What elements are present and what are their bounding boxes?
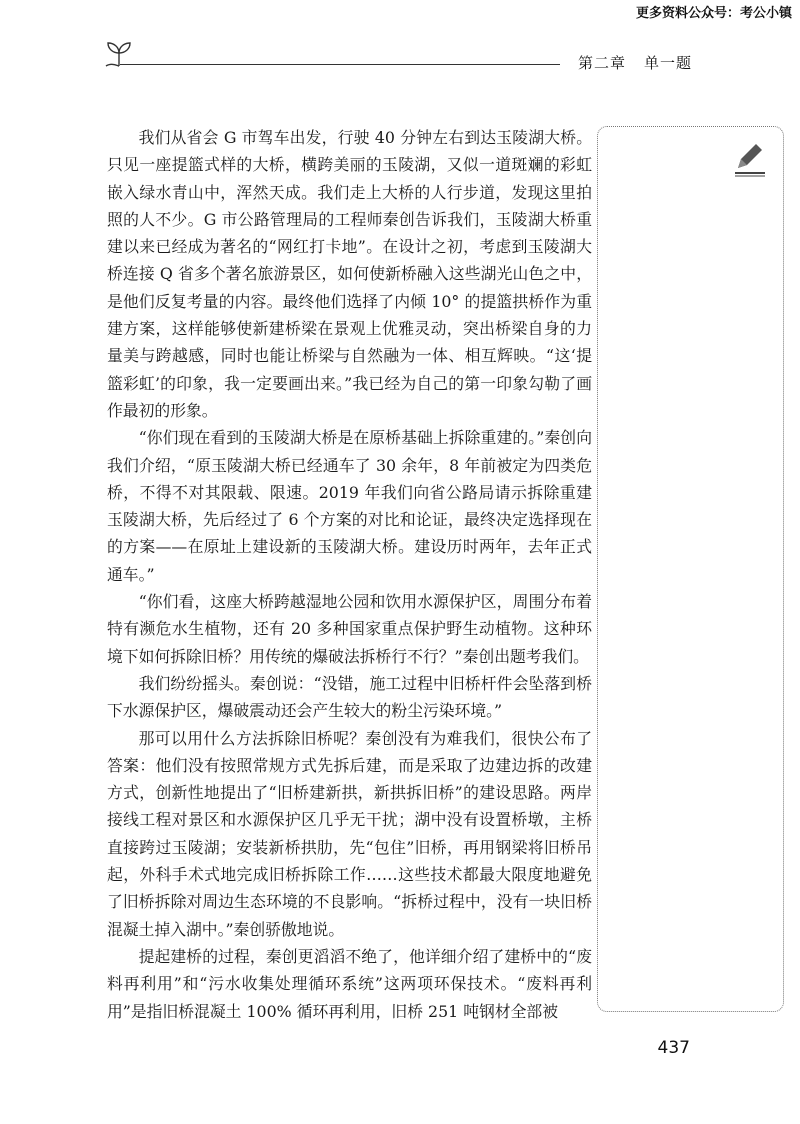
paragraph: “你们现在看到的玉陵湖大桥是在原桥基础上拆除重建的。”秦创向我们介绍，“原玉陵湖大桥已经通车了 30 余年，8 年前被定为四类危桥，不得不对其限载、限速。2019 年我们向省公路局请示拆除重建玉陵湖大桥，先后经过了 6 个方案的对比和论证，最终决定选择现在的方案——在原址上建设新的玉陵湖大桥。建设历时两年，去年正式通车。” <box>107 428 592 584</box>
page-number: 437 <box>657 1038 690 1058</box>
paragraph: 我们纷纷摇头。秦创说：“没错，施工过程中旧桥杆件会坠落到桥下水源保护区，爆破震动还会产生较大的粉尘污染环境。” <box>107 673 592 721</box>
paragraph: 我们从省会 G 市驾车出发，行驶 40 分钟左右到达玉陵湖大桥。只见一座提篮式样的大桥，横跨美丽的玉陵湖，又似一道斑斓的彩虹嵌入绿水青山中，浑然天成。我们走上大桥的人行步道，发现这里拍照的人不少。G 市公路管理局的工程师秦创告诉我们，玉陵湖大桥重建以来已经成为著名的“网红打卡地”。在设计之初，考虑到玉陵湖大桥连接 Q 省多个著名旅游景区，如何使新桥融入这些湖光山色之中，是他们反复考量的内容。最终他们选择了内倾 10° 的提篮拱桥作为重建方案，这样能够使新建桥梁在景观上优雅灵动，突出桥梁自身的力量美与跨越感，同时也能让桥梁与自然融为一体、相互辉映。“这‘提篮彩虹’的印象，我一定要画出来。”我已经为自己的第一印象勾勒了画作最初的形象。 <box>107 128 592 420</box>
pencil-icon <box>729 139 769 179</box>
article-body <box>107 124 592 1025</box>
running-header <box>578 52 692 73</box>
notes-margin-box <box>597 126 784 1012</box>
chapter-label: 第二章 <box>578 54 627 72</box>
watermark: 更多资料公众号：考公小镇 <box>635 6 792 21</box>
paragraph: 提起建桥的过程，秦创更滔滔不绝了，他详细介绍了建桥中的“废料再利用”和“污水收集处理循环系统”这两项环保技术。“废料再利用”是指旧桥混凝土 100% 循环再利用，旧桥 251 吨钢材全部被 <box>107 946 592 1021</box>
paragraph: “你们看，这座大桥跨越湿地公园和饮用水源保护区，周围分布着特有濒危水生植物，还有 20 多种国家重点保护野生动植物。这种环境下如何拆除旧桥？用传统的爆破法拆桥行不行？”秦创出题考我们。 <box>107 592 592 666</box>
header-rule <box>120 64 560 65</box>
section-label: 单一题 <box>644 54 693 72</box>
paragraph: 那可以用什么方法拆除旧桥呢？秦创没有为难我们，很快公布了答案：他们没有按照常规方式先拆后建，而是采取了边建边拆的改建方式，创新性地提出了“旧桥建新拱，新拱拆旧桥”的建设思路。两岸接线工程对景区和水源保护区几乎无干扰；湖中没有设置桥墩，主桥直接跨过玉陵湖；安装新桥拱肋，先“包住”旧桥，再用钢梁将旧桥吊起，外科手术式地完成旧桥拆除工作……这些技术都最大限度地避免了旧桥拆除对周边生态环境的不良影响。“拆桥过程中，没有一块旧桥混凝土掉入湖中。”秦创骄傲地说。 <box>107 728 592 939</box>
